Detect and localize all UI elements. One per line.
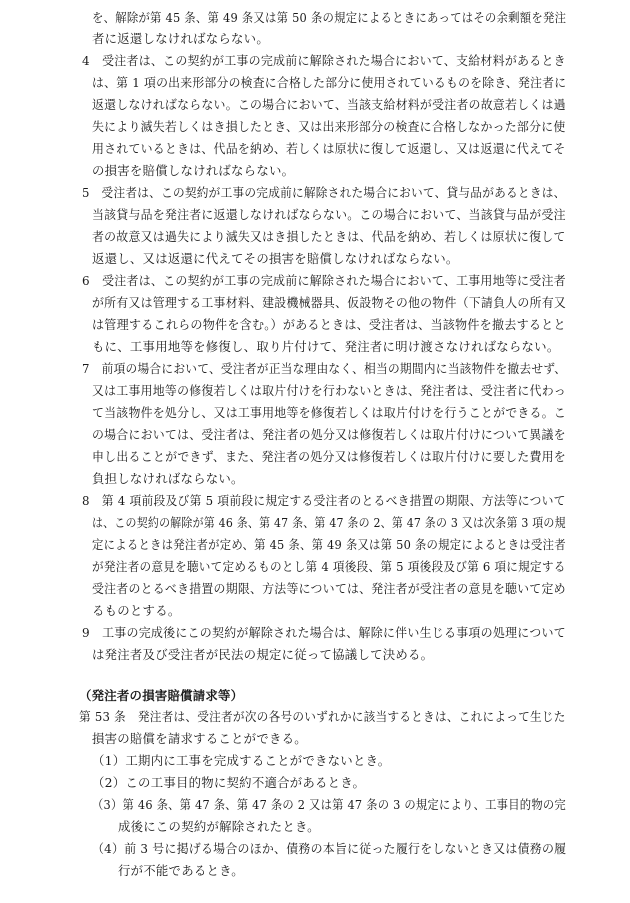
text-line: は、第 1 項の出来形部分の検査に合格した部分に使用されているものを除き、発注者に xyxy=(92,75,567,90)
article-53-line: 第 53 条 発注者は、受注者が次の各号のいずれかに該当するときは、これによって生じた xyxy=(79,709,566,724)
list-item-4: （4）前 3 号に掲げる場合のほか、債務の本旨に従った履行をしないとき又は債務の履 xyxy=(92,841,567,856)
list-item-2: （2）この工事目的物に契約不適合があるとき。 xyxy=(92,775,366,790)
paragraph-8-line: 8 第 4 項前段及び第 5 項前段に規定する受注者のとるべき措置の期限、方法等について xyxy=(82,493,566,508)
text-line: 成後にこの契約が解除されたとき。 xyxy=(118,819,320,834)
paragraph-4-line: 4 受注者は、この契約が工事の完成前に解除された場合において、支給材料があるとき xyxy=(82,53,566,68)
text-line: を、解除が第 45 条、第 49 条又は第 50 条の規定によるときにあってはその余剰額を発注 xyxy=(92,10,567,25)
text-line: 負担しなければならない。 xyxy=(92,471,244,486)
section-heading: （発注者の損害賠償請求等） xyxy=(79,688,244,703)
paragraph-9-line: 9 工事の完成後にこの契約が解除された場合は、解除に伴い生じる事項の処理について xyxy=(82,625,566,640)
paragraph-5-line: 5 受注者は、この契約が工事の完成前に解除された場合において、貸与品があるときは、 xyxy=(82,185,566,200)
text-line: るものとする。 xyxy=(92,603,181,618)
list-item-1: （1）工期内に工事を完成することができないとき。 xyxy=(92,753,391,768)
text-line: 当該貸与品を発注者に返還しなければならない。この場合において、当該貸与品が受注 xyxy=(92,207,566,222)
text-line: 定によるときは発注者が定め、第 45 条、第 49 条又は第 50 条の規定によるときは受注者 xyxy=(92,537,566,552)
text-line: 行が不能であるとき。 xyxy=(118,863,244,878)
text-line: が発注者の意見を聴いて定めるものとし第 4 項後段、第 5 項後段及び第 6 項に規定する xyxy=(92,559,566,574)
text-line: 損害の賠償を請求することができる。 xyxy=(92,731,307,746)
text-line: 又は工事用地等の修復若しくは取片付けを行わないときは、発注者は、受注者に代わっ xyxy=(92,383,566,398)
text-line: 者に返還しなければならない。 xyxy=(92,31,269,46)
text-line: もに、工事用地等を修復し、取り片付けて、発注者に明け渡さなければならない。 xyxy=(92,339,560,354)
text-line: 返還し、又は返還に代えてその損害を賠償しなければならない。 xyxy=(92,251,459,266)
list-item-3: （3）第 46 条、第 47 条、第 47 条の 2 又は第 47 条の 3 の規定により、工事目的物の完 xyxy=(92,797,566,812)
text-line: 者の故意又は過失により滅失又はき損したときは、代品を納め、若しくは原状に復して xyxy=(92,229,566,244)
text-line: は発注者及び受注者が民法の規定に従って協議して決める。 xyxy=(92,647,434,662)
paragraph-6-line: 6 受注者は、この契約が工事の完成前に解除された場合において、工事用地等に受注者 xyxy=(82,273,566,288)
text-line: て当該物件を処分し、又は工事用地等を修復若しくは取片付けを行うことができる。こ xyxy=(92,405,567,420)
text-line: 失により滅失若しくはき損したとき、又は出来形部分の検査に合格しなかった部分に使 xyxy=(92,119,566,134)
text-line: が所有又は管理する工事材料、建設機械器具、仮設物その他の物件（下請負人の所有又 xyxy=(92,295,567,310)
text-line: は、この契約の解除が第 46 条、第 47 条、第 47 条の 2、第 47 条の 3 又は次条第 3 項の規 xyxy=(92,515,566,530)
paragraph-7-line: 7 前項の場合において、受注者が正当な理由なく、相当の期間内に当該物件を撤去せず、 xyxy=(82,361,567,376)
text-line: の損害を賠償しなければならない。 xyxy=(92,163,295,178)
text-line: 用されているときは、代品を納め、若しくは原状に復して返還し、又は返還に代えてそ xyxy=(92,141,566,156)
text-line: の場合においては、受注者は、発注者の処分又は修復若しくは取片付けについて異議を xyxy=(92,427,566,442)
text-line: は管理するこれらの物件を含む。）があるときは、受注者は、当該物件を撤去するとと xyxy=(92,317,566,332)
text-line: 返還しなければならない。この場合において、当該支給材料が受注者の故意若しくは過 xyxy=(92,97,566,112)
text-line: 受注者のとるべき措置の期限、方法等については、発注者が受注者の意見を聴いて定め xyxy=(92,581,566,596)
text-line: 申し出ることができず、また、発注者の処分又は修復若しくは取片付けに要した費用を xyxy=(92,449,566,464)
